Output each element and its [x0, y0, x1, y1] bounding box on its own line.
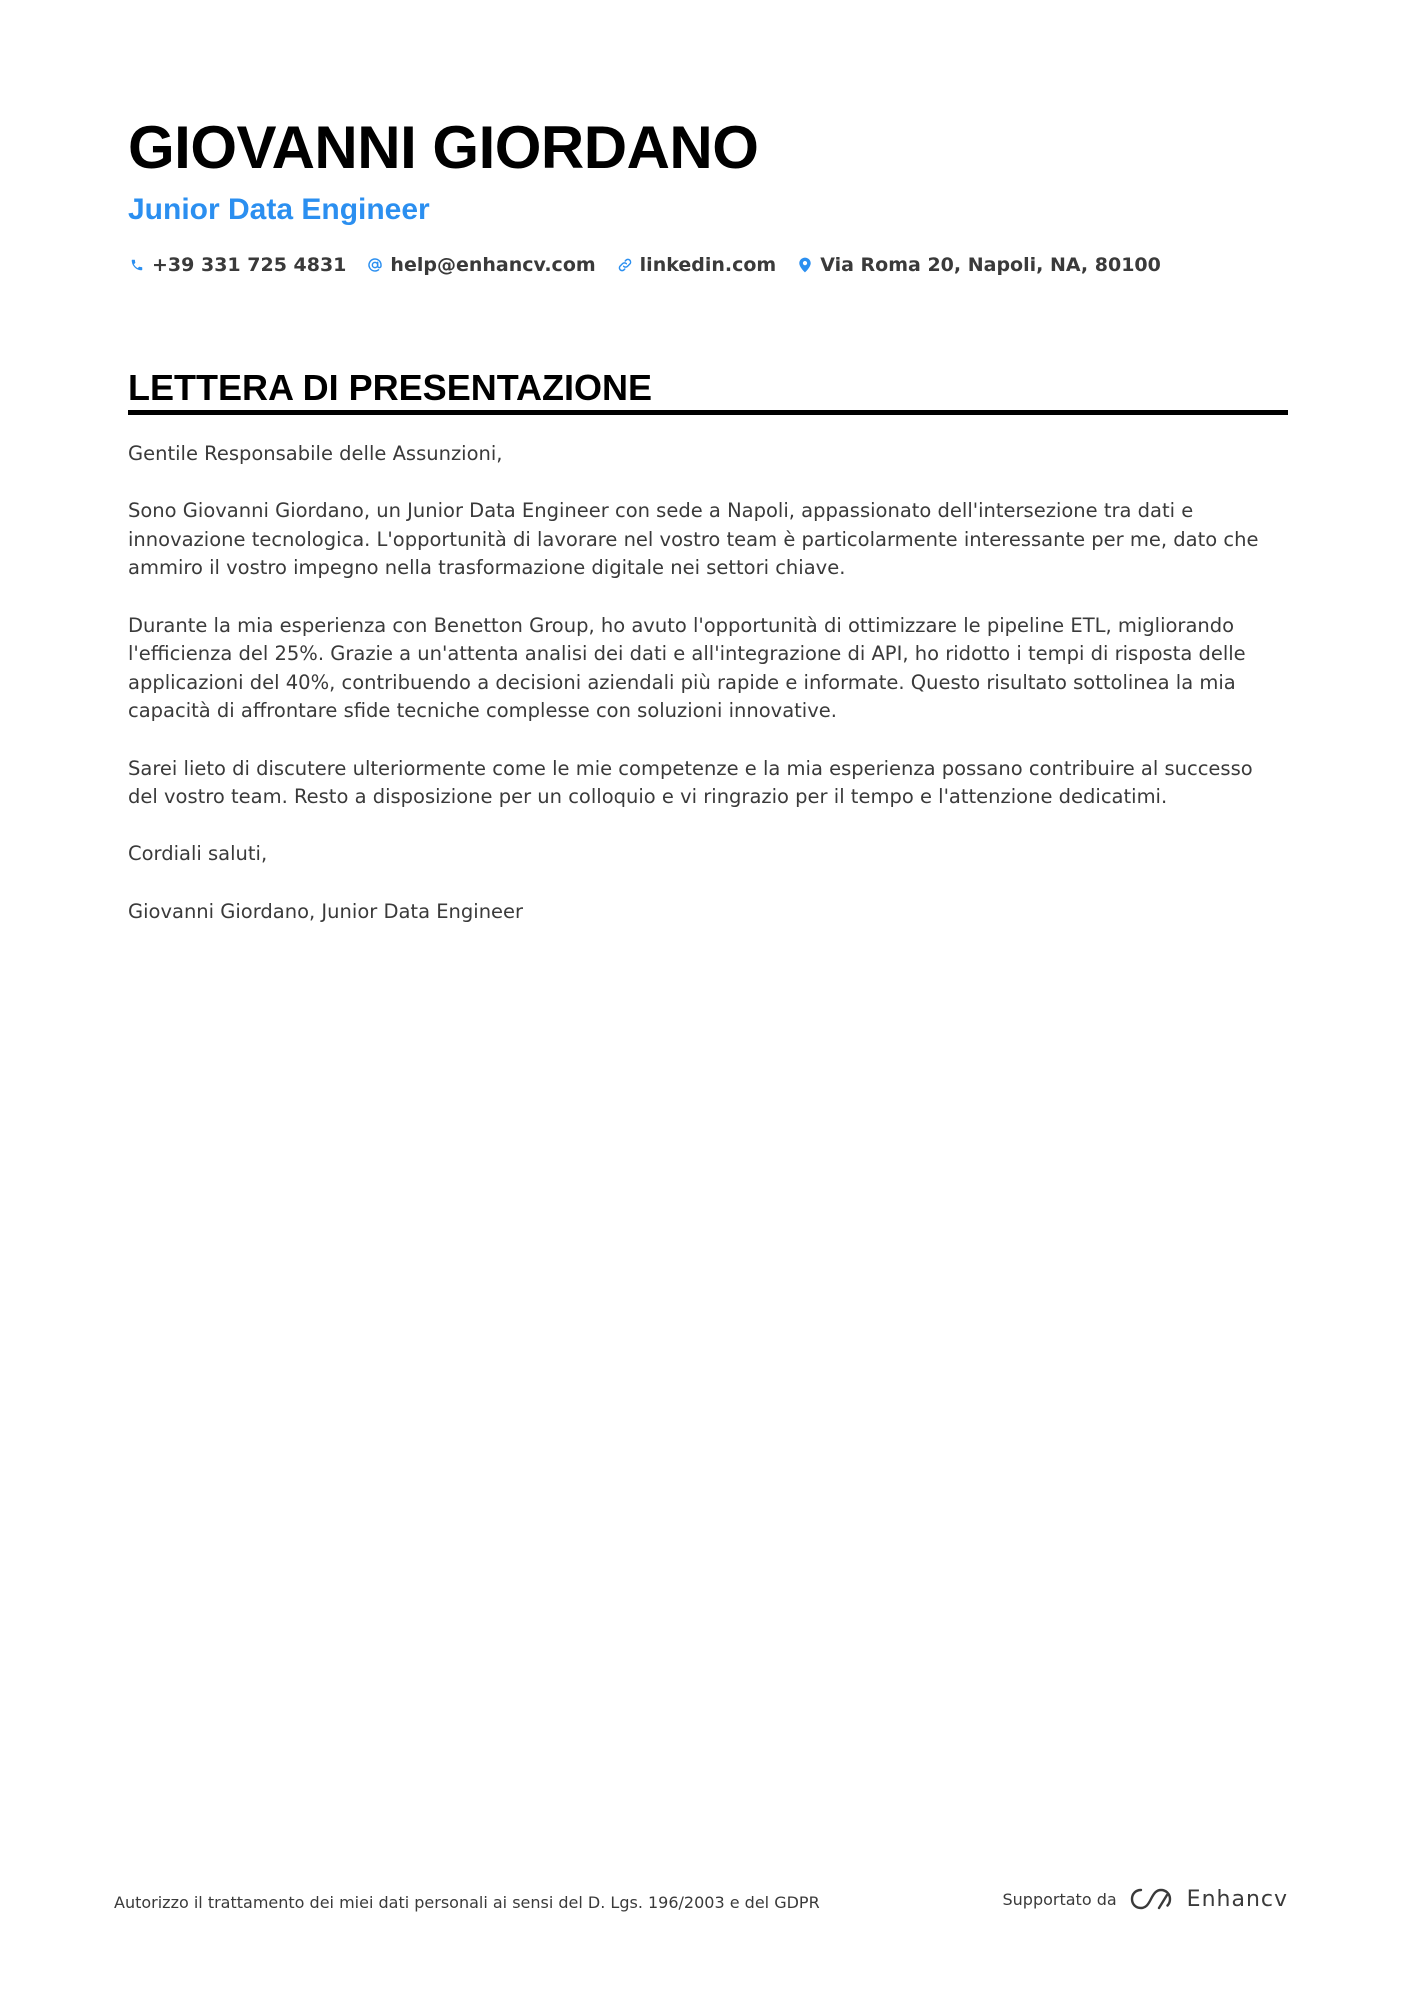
phone-icon [128, 256, 146, 274]
privacy-consent: Autorizzo il trattamento dei miei dati personali ai sensi del D. Lgs. 196/2003 e del GDPR [114, 1893, 820, 1912]
contact-address-text: Via Roma 20, Napoli, NA, 80100 [820, 254, 1161, 276]
contact-phone[interactable] [128, 254, 346, 276]
salutation: Gentile Responsabile delle Assunzioni, [128, 442, 503, 465]
closing: Cordiali saluti, [128, 842, 268, 866]
enhancv-logo-icon [1129, 1886, 1175, 1912]
location-pin-icon [796, 256, 814, 274]
contact-linkedin-text: linkedin.com [639, 254, 777, 276]
job-title: Junior Data Engineer [128, 193, 430, 226]
contact-email-text: help@enhancv.com [390, 254, 596, 276]
letter-paragraph: Durante la mia esperienza con Benetton Group, ho avuto l'opportunità di ottimizzare le pipeline ETL, migliorando l'efficienza del 25%. Grazie a un'attenta analisi dei dati e all'integrazione di API, ho ridotto i tempi di risposta delle applicazioni del 40%, contribuendo a decisioni aziendali più rapide e informate. Questo risultato sottolinea la mia capacità di affrontare sfide tecniche complesse con soluzioni innovative. [128, 613, 1246, 723]
contact-linkedin[interactable] [616, 254, 777, 276]
letter-paragraph: Sono Giovanni Giordano, un Junior Data Engineer con sede a Napoli, appassionato dell'intersezione tra dati e innovazione tecnologica. L'opportunità di lavorare nel vostro team è particolarmente interessante per me, dato che ammiro il vostro impegno nella trasformazione digitale nei settori chiave. [128, 499, 1259, 580]
signature: Giovanni Giordano, Junior Data Engineer [128, 899, 524, 923]
section-divider [128, 410, 1288, 415]
letter-body [128, 440, 1288, 955]
supported-by-label: Supportato da [1002, 1889, 1117, 1909]
section-title: LETTERA DI PRESENTAZIONE [128, 367, 653, 408]
candidate-name: GIOVANNI GIORDANO [128, 114, 759, 181]
link-icon [616, 256, 634, 274]
letter-paragraph: Sarei lieto di discutere ulteriormente come le mie competenze e la mia esperienza possano contribuire al successo del vostro team. Resto a disposizione per un colloquio e vi ringrazio per il tempo e l'attenzione dedicatimi. [128, 756, 1253, 809]
contact-email[interactable] [366, 254, 595, 276]
contact-phone-text: +39 331 725 4831 [152, 254, 347, 276]
contact-bar [128, 254, 1181, 276]
at-icon [366, 256, 384, 274]
brand-name: Enhancv [1186, 1886, 1288, 1912]
contact-address [796, 254, 1161, 276]
branding[interactable] [1003, 1886, 1289, 1912]
